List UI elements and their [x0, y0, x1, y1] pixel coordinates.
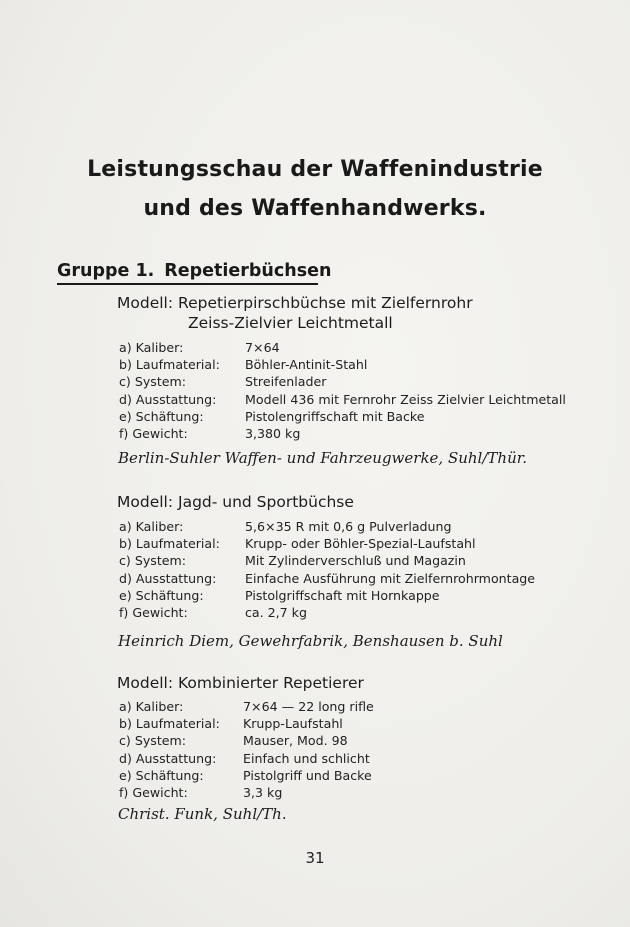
spec-label: a) Kaliber:: [119, 699, 184, 714]
spec-value: 3,3 kg: [243, 784, 283, 800]
spec-value: Böhler-Antinit-Stahl: [245, 357, 368, 373]
group-number: Gruppe 1.: [57, 261, 155, 281]
spec-label: b) Laufmaterial:: [119, 716, 220, 732]
spec-value: Einfach und schlicht: [243, 750, 370, 766]
spec-label: d) Ausstattung:: [119, 750, 217, 766]
spec-value: Mit Zylinderverschluß und Magazin: [245, 553, 466, 569]
manufacturer-name: Christ. Funk, Suhl/Th.: [118, 805, 287, 823]
model-title: Modell: Jagd- und Sportbüchse: [117, 493, 354, 511]
spec-label: f) Gewicht:: [119, 604, 188, 620]
spec-label: e) Schäftung:: [119, 767, 204, 783]
page-title-line-2: und des Waffenhandwerks.: [143, 196, 487, 221]
page-number: 31: [305, 849, 325, 867]
spec-value: Modell 436 mit Fernrohr Zeiss Zielvier Leichtmetall: [245, 391, 566, 407]
spec-label: c) System:: [119, 553, 187, 569]
group-name: Repetierbüchsen: [164, 261, 332, 281]
spec-label: f) Gewicht:: [119, 784, 188, 800]
spec-label: d) Ausstattung:: [119, 391, 217, 407]
manufacturer-name: Berlin-Suhler Waffen- und Fahrzeugwerke, Suhl/Thür.: [118, 449, 528, 467]
spec-value: Streifenlader: [245, 374, 327, 390]
spec-label: e) Schäftung:: [119, 408, 204, 424]
spec-label: a) Kaliber:: [119, 519, 184, 534]
spec-value: 5,6×35 R mit 0,6 g Pulverladung: [245, 519, 452, 534]
spec-label: a) Kaliber:: [119, 340, 184, 355]
spec-label: c) System:: [119, 374, 187, 390]
spec-label: e) Schäftung:: [119, 587, 204, 603]
spec-value: Einfache Ausführung mit Zielfernrohrmontage: [245, 570, 536, 586]
spec-value: 3,380 kg: [245, 425, 301, 441]
model-title: Modell: Repetierpirschbüchse mit Zielfernrohr: [117, 294, 473, 312]
spec-label: d) Ausstattung:: [119, 570, 217, 586]
spec-value: 7×64 — 22 long rifle: [243, 699, 374, 714]
spec-value: Krupp- oder Böhler-Spezial-Laufstahl: [245, 536, 476, 552]
spec-value: Pistolgriff und Backe: [243, 767, 372, 783]
spec-value: Krupp-Laufstahl: [243, 716, 343, 732]
spec-label: b) Laufmaterial:: [119, 357, 220, 373]
spec-label: c) System:: [119, 733, 187, 749]
spec-value: Pistolengriffschaft mit Backe: [245, 408, 425, 424]
model-title: Modell: Kombinierter Repetierer: [117, 674, 364, 692]
spec-value: Mauser, Mod. 98: [243, 733, 348, 749]
page-title-line-1: Leistungsschau der Waffenindustrie: [87, 157, 543, 182]
spec-label: f) Gewicht:: [119, 425, 188, 441]
manufacturer-name: Heinrich Diem, Gewehrfabrik, Benshausen b. Suhl: [118, 632, 503, 650]
spec-value: ca. 2,7 kg: [245, 604, 307, 620]
spec-label: b) Laufmaterial:: [119, 536, 220, 552]
group-header: [57, 261, 332, 285]
model-title-continuation: Zeiss-Zielvier Leichtmetall: [188, 314, 393, 332]
spec-value: 7×64: [245, 340, 280, 355]
spec-value: Pistolgriffschaft mit Hornkappe: [245, 587, 440, 603]
